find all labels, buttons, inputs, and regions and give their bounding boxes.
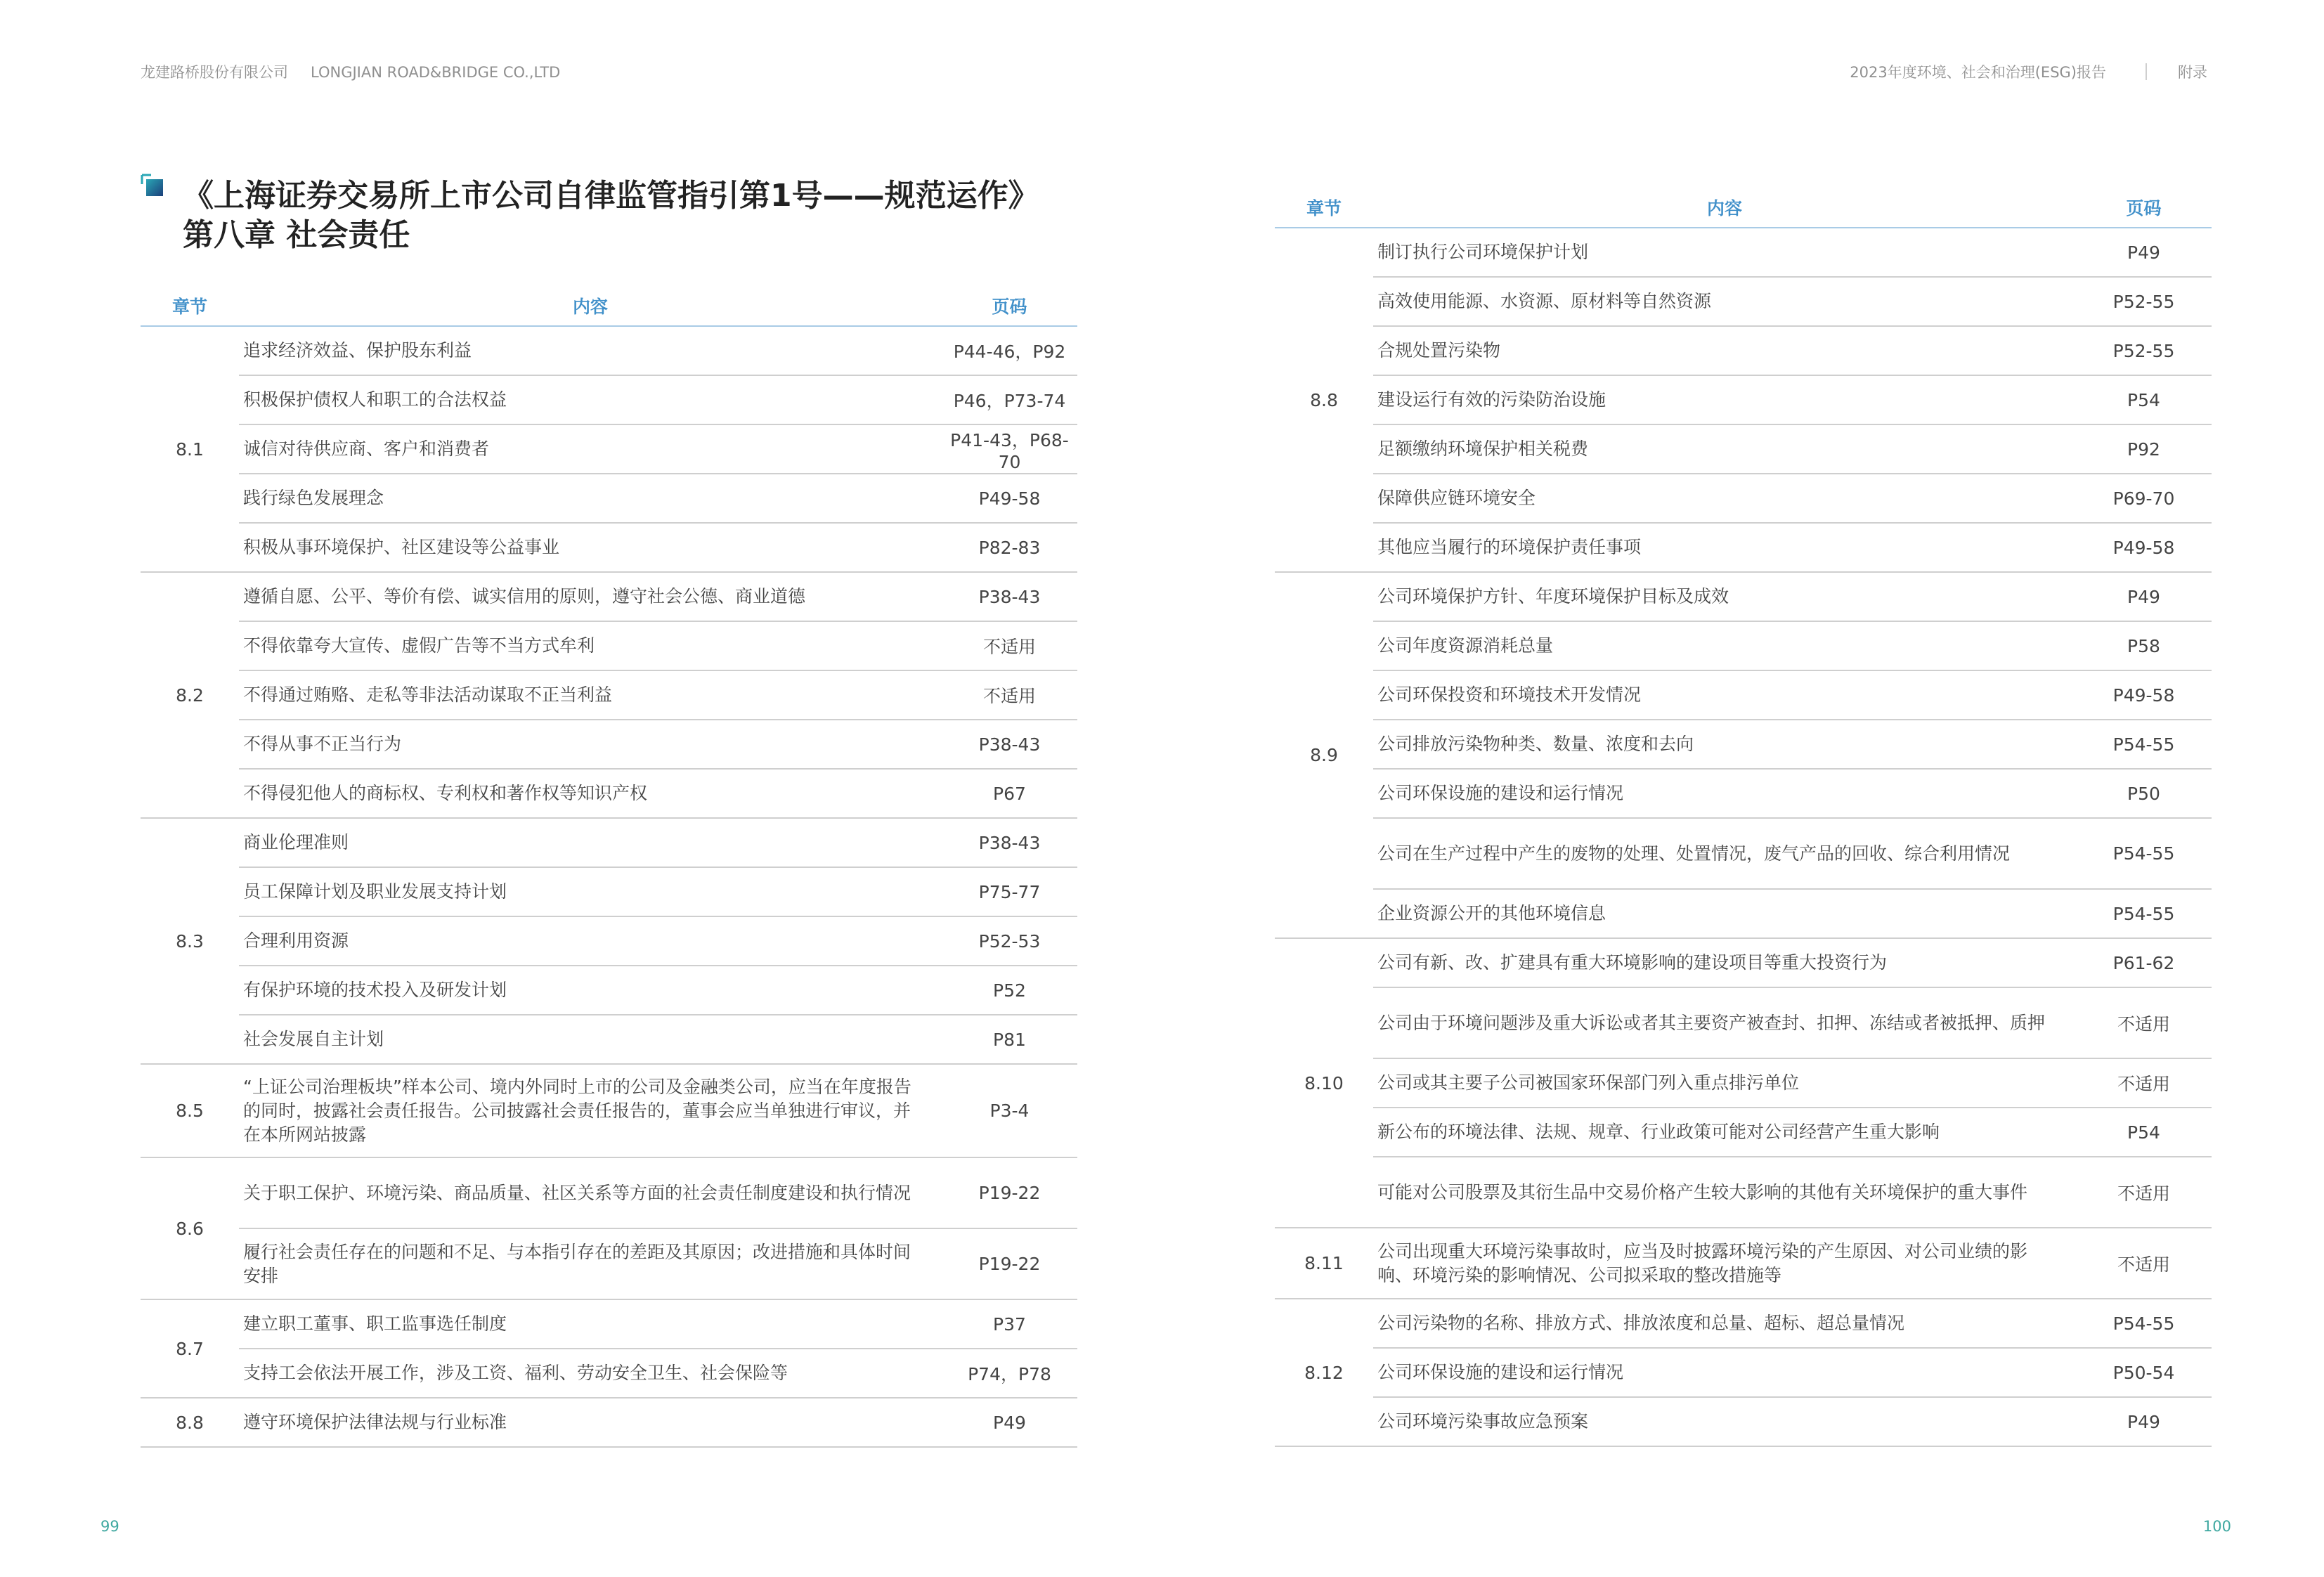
- item-content: 公司出现重大环境污染事故时，应当及时披露环境污染的产生原因、对公司业绩的影响、环境污染的影响情况、公司拟采取的整改措施等: [1373, 1228, 2076, 1299]
- item-content: 公司环境保护方针、年度环境保护目标及成效: [1373, 572, 2076, 621]
- table-row: [1275, 889, 2212, 938]
- item-content: 新公布的环境法律、法规、规章、行业政策可能对公司经营产生重大影响: [1373, 1108, 2076, 1157]
- table-row: [1275, 621, 2212, 670]
- table-row: [1275, 1108, 2212, 1157]
- table-row: [141, 1299, 1077, 1349]
- table-row: [141, 769, 1077, 818]
- item-page: P49-58: [2076, 523, 2212, 572]
- item-content: 建立职工董事、职工监事选任制度: [239, 1299, 942, 1349]
- table-row: [1275, 375, 2212, 424]
- table-row: [1275, 670, 2212, 720]
- item-page: P67: [942, 769, 1077, 818]
- item-page: P50: [2076, 769, 2212, 818]
- table-row: [141, 1064, 1077, 1157]
- table-row: [141, 523, 1077, 572]
- table-row: [1275, 720, 2212, 769]
- column-header-section: 章节: [141, 286, 239, 326]
- table-row: [1275, 277, 2212, 326]
- item-content: 遵循自愿、公平、等价有偿、诚实信用的原则，遵守社会公德、商业道德: [239, 572, 942, 621]
- section-label: 附录: [2178, 64, 2207, 81]
- item-content: 合理利用资源: [239, 916, 942, 966]
- item-page: P46，P73-74: [942, 375, 1077, 424]
- index-table-left: [141, 286, 1077, 1448]
- item-content: 不得通过贿赂、走私等非法活动谋取不正当利益: [239, 670, 942, 720]
- section-number: 8.1: [141, 326, 239, 572]
- item-page: P54-55: [2076, 889, 2212, 938]
- table-row: [1275, 1228, 2212, 1299]
- item-page: 不适用: [2076, 1058, 2212, 1108]
- item-page: P54-55: [2076, 720, 2212, 769]
- table-header-row: [141, 286, 1077, 326]
- table-row: [141, 474, 1077, 523]
- item-page: P54-55: [2076, 818, 2212, 889]
- section-number: 8.6: [141, 1157, 239, 1299]
- table-row: [1275, 1299, 2212, 1348]
- item-page: P3-4: [942, 1064, 1077, 1157]
- company-name-en: LONGJIAN ROAD&BRIDGE CO.,LTD: [311, 64, 561, 81]
- item-content: 积极从事环境保护、社区建设等公益事业: [239, 523, 942, 572]
- page-title: 《上海证券交易所上市公司自律监管指引第1号——规范运作》: [183, 178, 1039, 214]
- section-number: 8.11: [1275, 1228, 1373, 1299]
- item-content: 保障供应链环境安全: [1373, 474, 2076, 523]
- table-row: [1275, 228, 2212, 277]
- table-row: [1275, 1058, 2212, 1108]
- table-row: [141, 621, 1077, 670]
- item-page: P58: [2076, 621, 2212, 670]
- company-name-cn: 龙建路桥股份有限公司: [141, 64, 288, 81]
- report-title: 2023年度环境、社会和治理(ESG)报告: [1850, 64, 2106, 81]
- item-content: 积极保护债权人和职工的合法权益: [239, 375, 942, 424]
- table-row: [141, 326, 1077, 375]
- header-divider: [2146, 63, 2147, 80]
- item-content: 遵守环境保护法律法规与行业标准: [239, 1398, 942, 1447]
- item-content: 企业资源公开的其他环境信息: [1373, 889, 2076, 938]
- item-page: P82-83: [942, 523, 1077, 572]
- item-content: 有保护环境的技术投入及研发计划: [239, 966, 942, 1015]
- item-content: 公司年度资源消耗总量: [1373, 621, 2076, 670]
- table-row: [1275, 1157, 2212, 1228]
- item-content: 公司环境污染事故应急预案: [1373, 1397, 2076, 1446]
- table-row: [1275, 987, 2212, 1058]
- table-row: [1275, 769, 2212, 818]
- item-page: P52-55: [2076, 277, 2212, 326]
- table-row: [141, 818, 1077, 867]
- item-content: 履行社会责任存在的问题和不足、与本指引存在的差距及其原因；改进措施和具体时间安排: [239, 1228, 942, 1299]
- item-content: 公司在生产过程中产生的废物的处理、处置情况，废气产品的回收、综合利用情况: [1373, 818, 2076, 889]
- item-page: P74，P78: [942, 1349, 1077, 1398]
- column-header-content: 内容: [1373, 188, 2076, 228]
- chapter-title: 第八章 社会责任: [183, 217, 410, 253]
- table-row: [1275, 572, 2212, 621]
- item-page: P38-43: [942, 572, 1077, 621]
- page-number-left: 99: [100, 1518, 119, 1535]
- item-page: P37: [942, 1299, 1077, 1349]
- item-content: 公司环保设施的建设和运行情况: [1373, 1348, 2076, 1397]
- table-row: [1275, 818, 2212, 889]
- item-content: 制订执行公司环境保护计划: [1373, 228, 2076, 277]
- section-number: 8.8: [141, 1398, 239, 1447]
- table-row: [141, 1398, 1077, 1447]
- header-report: [1850, 61, 2207, 82]
- item-page: P54: [2076, 1108, 2212, 1157]
- title-marker-icon: [141, 174, 164, 197]
- item-content: 高效使用能源、水资源、原材料等自然资源: [1373, 277, 2076, 326]
- item-content: 不得从事不正当行为: [239, 720, 942, 769]
- item-content: 社会发展自主计划: [239, 1015, 942, 1064]
- item-content: 合规处置污染物: [1373, 326, 2076, 375]
- table-row: [141, 670, 1077, 720]
- item-page: P38-43: [942, 720, 1077, 769]
- table-row: [1275, 523, 2212, 572]
- table-row: [1275, 1348, 2212, 1397]
- item-page: P75-77: [942, 867, 1077, 916]
- item-page: P50-54: [2076, 1348, 2212, 1397]
- table-row: [141, 1157, 1077, 1228]
- section-number: 8.9: [1275, 572, 1373, 938]
- item-page: 不适用: [2076, 1157, 2212, 1228]
- section-number: 8.5: [141, 1064, 239, 1157]
- section-number: 8.2: [141, 572, 239, 818]
- item-content: “上证公司治理板块”样本公司、境内外同时上市的公司及金融类公司，应当在年度报告的同时，披露社会责任报告。公司披露社会责任报告的，董事会应当单独进行审议，并在本所网站披露: [239, 1064, 942, 1157]
- item-content: 践行绿色发展理念: [239, 474, 942, 523]
- item-content: 建设运行有效的污染防治设施: [1373, 375, 2076, 424]
- item-page: P61-62: [2076, 938, 2212, 987]
- item-content: 公司排放污染物种类、数量、浓度和去向: [1373, 720, 2076, 769]
- item-content: 可能对公司股票及其衍生品中交易价格产生较大影响的其他有关环境保护的重大事件: [1373, 1157, 2076, 1228]
- table-row: [141, 375, 1077, 424]
- item-content: 不得侵犯他人的商标权、专利权和著作权等知识产权: [239, 769, 942, 818]
- header-company: [141, 61, 560, 82]
- item-page: P19-22: [942, 1228, 1077, 1299]
- section-number: 8.12: [1275, 1299, 1373, 1446]
- item-content: 公司环保投资和环境技术开发情况: [1373, 670, 2076, 720]
- item-page: P49-58: [942, 474, 1077, 523]
- item-page: P49-58: [2076, 670, 2212, 720]
- item-page: P19-22: [942, 1157, 1077, 1228]
- item-content: 公司或其主要子公司被国家环保部门列入重点排污单位: [1373, 1058, 2076, 1108]
- section-number: 8.3: [141, 818, 239, 1064]
- item-page: P44-46，P92: [942, 326, 1077, 375]
- page-number-right: 100: [2202, 1518, 2231, 1535]
- item-page: P92: [2076, 424, 2212, 474]
- item-page: P41-43，P68-70: [942, 424, 1077, 474]
- table-row: [141, 966, 1077, 1015]
- column-header-page: 页码: [2076, 188, 2212, 228]
- column-header-section: 章节: [1275, 188, 1373, 228]
- item-content: 其他应当履行的环境保护责任事项: [1373, 523, 2076, 572]
- table-row: [1275, 474, 2212, 523]
- item-page: P81: [942, 1015, 1077, 1064]
- item-content: 员工保障计划及职业发展支持计划: [239, 867, 942, 916]
- item-content: 公司有新、改、扩建具有重大环境影响的建设项目等重大投资行为: [1373, 938, 2076, 987]
- item-content: 关于职工保护、环境污染、商品质量、社区关系等方面的社会责任制度建设和执行情况: [239, 1157, 942, 1228]
- table-row: [1275, 424, 2212, 474]
- item-content: 足额缴纳环境保护相关税费: [1373, 424, 2076, 474]
- table-row: [141, 1228, 1077, 1299]
- item-page: P54-55: [2076, 1299, 2212, 1348]
- item-page: P49: [942, 1398, 1077, 1447]
- index-table-right: [1275, 188, 2212, 1447]
- section-number: 8.10: [1275, 938, 1373, 1228]
- item-page: P49: [2076, 1397, 2212, 1446]
- item-page: P54: [2076, 375, 2212, 424]
- table-row: [1275, 938, 2212, 987]
- item-content: 公司由于环境问题涉及重大诉讼或者其主要资产被查封、扣押、冻结或者被抵押、质押: [1373, 987, 2076, 1058]
- item-page: P52: [942, 966, 1077, 1015]
- table-row: [141, 572, 1077, 621]
- item-page: 不适用: [942, 670, 1077, 720]
- table-row: [141, 867, 1077, 916]
- item-page: 不适用: [2076, 987, 2212, 1058]
- item-page: P52-53: [942, 916, 1077, 966]
- item-page: P69-70: [2076, 474, 2212, 523]
- item-content: 公司污染物的名称、排放方式、排放浓度和总量、超标、超总量情况: [1373, 1299, 2076, 1348]
- item-content: 诚信对待供应商、客户和消费者: [239, 424, 942, 474]
- item-content: 商业伦理准则: [239, 818, 942, 867]
- table-row: [141, 1349, 1077, 1398]
- item-page: 不适用: [942, 621, 1077, 670]
- item-content: 不得依靠夸大宣传、虚假广告等不当方式牟利: [239, 621, 942, 670]
- table-header-row: [1275, 188, 2212, 228]
- column-header-content: 内容: [239, 286, 942, 326]
- table-row: [141, 1015, 1077, 1064]
- table-row: [1275, 1397, 2212, 1446]
- item-page: 不适用: [2076, 1228, 2212, 1299]
- section-number: 8.7: [141, 1299, 239, 1398]
- column-header-page: 页码: [942, 286, 1077, 326]
- table-row: [141, 916, 1077, 966]
- table-row: [1275, 326, 2212, 375]
- section-number: 8.8: [1275, 228, 1373, 572]
- item-page: P38-43: [942, 818, 1077, 867]
- item-page: P49: [2076, 572, 2212, 621]
- table-row: [141, 720, 1077, 769]
- item-page: P49: [2076, 228, 2212, 277]
- item-content: 追求经济效益、保护股东利益: [239, 326, 942, 375]
- item-content: 支持工会依法开展工作，涉及工资、福利、劳动安全卫生、社会保险等: [239, 1349, 942, 1398]
- item-content: 公司环保设施的建设和运行情况: [1373, 769, 2076, 818]
- item-page: P52-55: [2076, 326, 2212, 375]
- table-row: [141, 424, 1077, 474]
